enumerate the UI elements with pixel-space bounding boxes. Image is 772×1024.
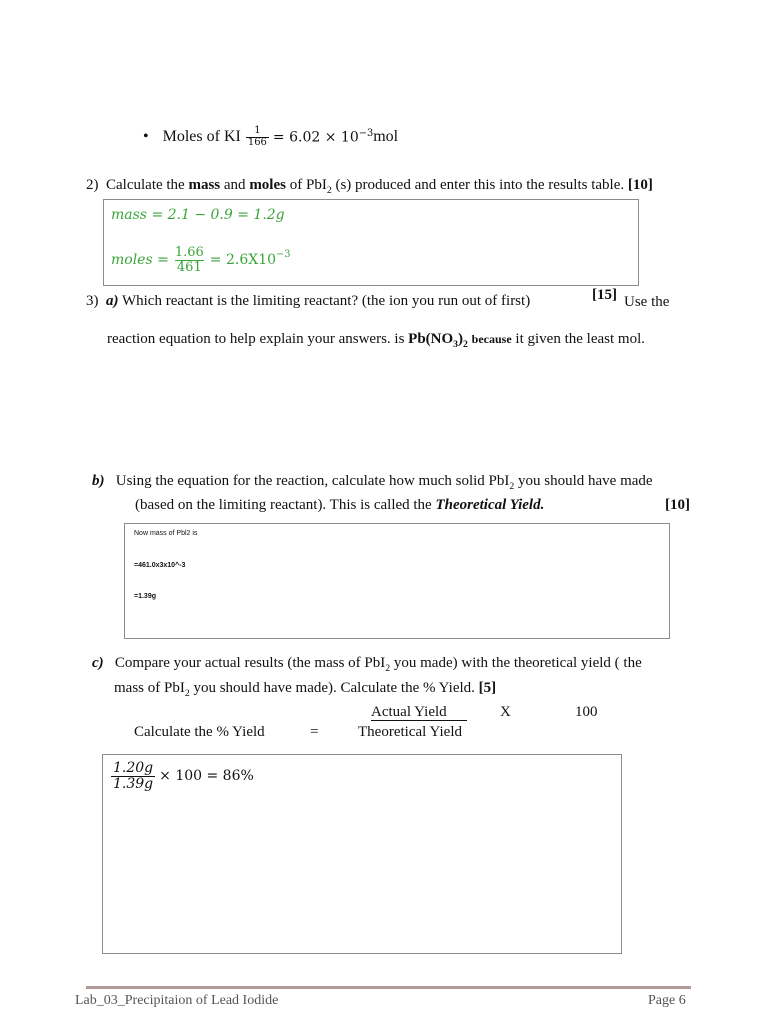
yield-formula-label: Calculate the % Yield [134, 724, 265, 740]
moles-ki-fraction: $\frac{1}{166}$ [247, 125, 267, 148]
answer-box-q3b[interactable] [124, 523, 670, 639]
question-3a: 3) a) Which reactant is the limiting reactant? (the ion you run out of first) [86, 293, 531, 309]
moles-answer: moles = $\frac{1.66}{461}$ = 2.6X10 $^{-3}$ [111, 245, 291, 275]
question-3c-line2: mass of PbI$_2$ you should have made). Calculate the % Yield. [5] [114, 680, 497, 699]
question-3a-use-the: Use the [624, 294, 670, 310]
times-symbol: X [500, 704, 511, 720]
footer-divider [86, 986, 691, 989]
theoretical-yield-label: Theoretical Yield [358, 724, 462, 740]
bullet: • [143, 128, 149, 145]
hundred-value: 100 [575, 704, 598, 720]
question-3a-line2: reaction equation to help explain your answers. is $Pb(NO_3)_2$ because it given the least mol. [107, 331, 645, 350]
question-2: 2) Calculate the mass and moles of PbI$_2$ (s) produced and enter this into the results table. [10] [86, 177, 653, 196]
yield-formula-equals: = [310, 724, 319, 740]
answer-box-q3c[interactable] [102, 754, 622, 954]
moles-ki-unit: mol [373, 128, 399, 145]
answer-3b-line2: =461.0x3x10^-3 [134, 562, 186, 569]
moles-ki-value: = $6.02 \times 10^{-3}$ [272, 128, 374, 146]
question-3b-marks: [10] [665, 497, 690, 513]
question-3b-line2: (based on the limiting reactant). This is called the Theoretical Yield. [135, 497, 545, 513]
footer-title: Lab_03_Precipitaion of Lead Iodide [75, 993, 279, 1008]
moles-ki-label: Moles of KI [162, 128, 241, 145]
answer-3c-formula: $\frac{1.20g}{1.39g}$ × 100 = 86% [113, 760, 254, 792]
question-3c-line1: c) Compare your actual results (the mass of PbI$_2$ you made) with the theoretical yield ( the [92, 655, 642, 674]
answer-3b-line1: Now mass of Pbl2 is [134, 530, 198, 537]
mass-answer: mass = 2.1 − 0.9 = 1.2g [111, 207, 285, 223]
moles-ki-line [143, 126, 398, 148]
answer-box-q2[interactable] [103, 199, 639, 286]
answer-3b-line3: =1.39g [134, 593, 156, 600]
actual-yield-label: Actual Yield [371, 704, 467, 721]
footer-page-number: Page 6 [648, 993, 686, 1008]
question-3b-line1: b) Using the equation for the reaction, calculate how much solid PbI$_2$ you should have made [92, 473, 653, 492]
question-3a-marks: [15] [592, 287, 617, 303]
